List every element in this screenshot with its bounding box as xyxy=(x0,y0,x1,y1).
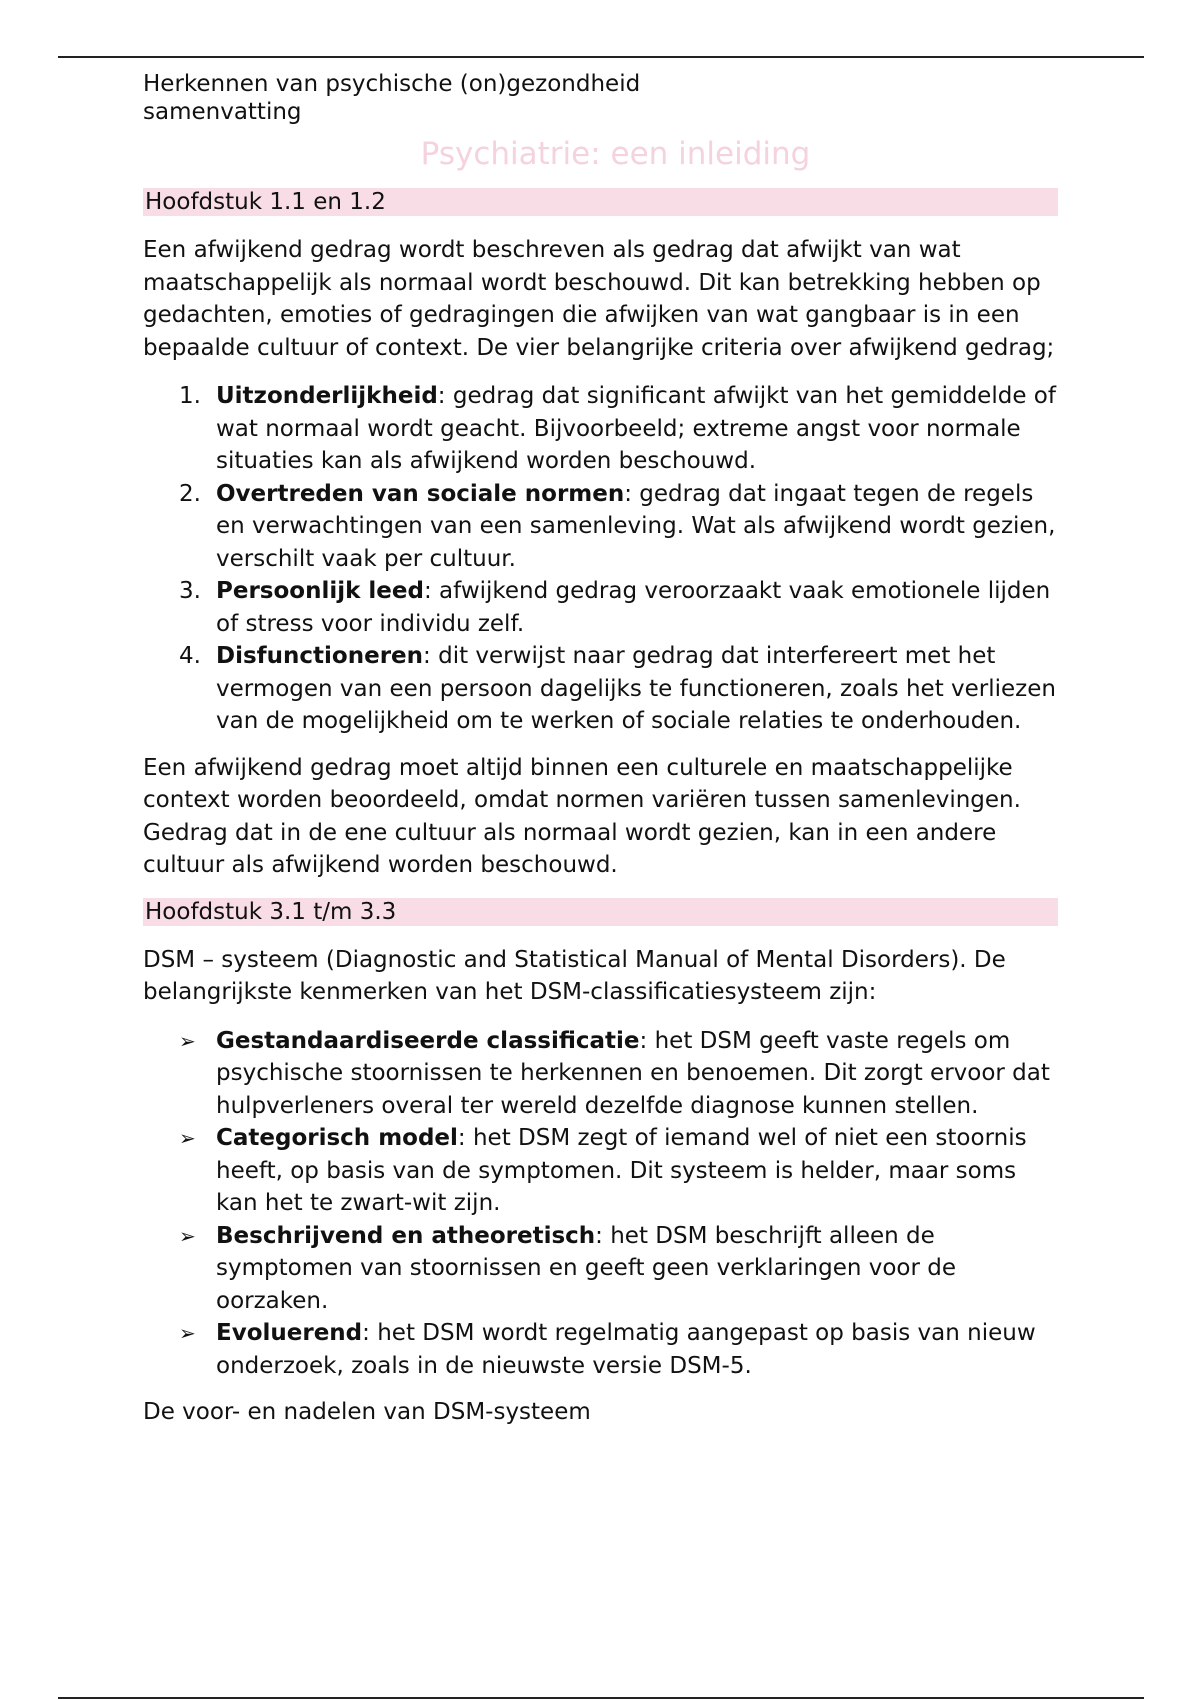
list-item-term: Persoonlijk leed xyxy=(216,578,424,604)
list-item-text: : het DSM zegt of iemand wel of niet een stoornis heeft, op basis van de symptomen. Dit systeem is helder, maar soms kan het te zwart-wit zijn. xyxy=(216,1125,1027,1216)
dsm-features-list xyxy=(143,1025,1058,1383)
list-item xyxy=(143,575,1058,640)
list-item-text: : het DSM beschrijft alleen de symptomen van stoornissen en geeft geen verklaringen voor de oorzaken. xyxy=(216,1222,956,1314)
arrow-bullet-icon: ➢ xyxy=(179,1126,196,1150)
header-rule xyxy=(58,56,1144,58)
list-number: 4. xyxy=(179,643,201,669)
section-2-intro: DSM – systeem (Diagnostic and Statistical Manual of Mental Disorders). De belangrijkste kenmerken van het DSM-classificatiesysteem zijn: xyxy=(143,946,1006,1005)
list-item xyxy=(143,1025,1058,1123)
list-number: 1. xyxy=(179,383,201,409)
list-item-term: Gestandaardiseerde classificatie xyxy=(216,1027,640,1054)
list-item-term: Evoluerend xyxy=(216,1320,363,1346)
list-number: 2. xyxy=(179,480,201,507)
section-heading-2: Hoofdstuk 3.1 t/m 3.3 xyxy=(143,898,1058,926)
arrow-bullet-icon: ➢ xyxy=(179,1223,196,1248)
document-header xyxy=(143,70,1058,126)
list-item xyxy=(143,640,1058,738)
document-body xyxy=(143,70,1058,1445)
list-item-text: : gedrag dat ingaat tegen de regels en verwachtingen van een samenleving. Wat als afwijkend wordt gezien, verschilt vaak per cultuur. xyxy=(216,480,1056,572)
list-item-text: : gedrag dat significant afwijkt van het gemiddelde of wat normaal wordt geacht. Bijvoorbeeld; extreme angst voor normale situaties kan als afwijkend worden beschouwd. xyxy=(216,383,1056,474)
list-item-text: : het DSM wordt regelmatig aangepast op basis van nieuw onderzoek, zoals in de nieuwste versie DSM-5. xyxy=(216,1320,1036,1379)
section-heading-1: Hoofdstuk 1.1 en 1.2 xyxy=(143,188,1058,216)
list-item-term: Uitzonderlijkheid xyxy=(216,383,438,409)
arrow-bullet-icon: ➢ xyxy=(179,1321,196,1345)
footer-rule xyxy=(58,1697,1144,1699)
list-item-text: : het DSM geeft vaste regels om psychische stoornissen te herkennen en benoemen. Dit zorgt ervoor dat hulpverleners overal ter wereld dezelfde diagnose kunnen stellen. xyxy=(216,1027,1050,1119)
section-2-closing: De voor- en nadelen van DSM-systeem xyxy=(143,1399,591,1425)
document-title: Psychiatrie: een inleiding xyxy=(420,136,811,172)
section-1-intro: Een afwijkend gedrag wordt beschreven als gedrag dat afwijkt van wat maatschappelijk als normaal wordt beschouwd. Dit kan betrekking hebben op gedachten, emoties of gedragingen die afwijken van wat gangbaar is in een bepaalde cultuur of context. De vier belangrijke criteria over afwijkend gedrag; xyxy=(143,237,1055,361)
section-1-closing: Een afwijkend gedrag moet altijd binnen een culturele en maatschappelijke context worden beoordeeld, omdat normen variëren tussen samenlevingen. Gedrag dat in de ene cultuur als normaal wordt gezien, kan in een andere cultuur als afwijkend worden beschouwd. xyxy=(143,754,1021,878)
list-item-term: Overtreden van sociale normen xyxy=(216,480,625,507)
list-item-term: Disfunctioneren xyxy=(216,643,424,669)
list-item-term: Beschrijvend en atheoretisch xyxy=(216,1222,596,1249)
list-item xyxy=(143,1317,1058,1382)
header-line-1: Herkennen van psychische (on)gezondheid xyxy=(143,71,641,97)
criteria-list xyxy=(143,380,1058,738)
arrow-bullet-icon: ➢ xyxy=(179,1028,196,1053)
list-number: 3. xyxy=(179,578,201,604)
list-item-term: Categorisch model xyxy=(216,1125,458,1151)
list-item-text: : afwijkend gedrag veroorzaakt vaak emotionele lijden of stress voor individu zelf. xyxy=(216,578,1051,637)
list-item-text: : dit verwijst naar gedrag dat interfereert met het vermogen van een persoon dagelijks te functioneren, zoals het verliezen van de mogelijkheid om te werken of sociale relaties te onderhouden. xyxy=(216,643,1056,734)
header-line-2: samenvatting xyxy=(143,99,302,125)
list-item xyxy=(143,380,1058,478)
list-item xyxy=(143,1220,1058,1318)
list-item xyxy=(143,1122,1058,1220)
list-item xyxy=(143,478,1058,576)
